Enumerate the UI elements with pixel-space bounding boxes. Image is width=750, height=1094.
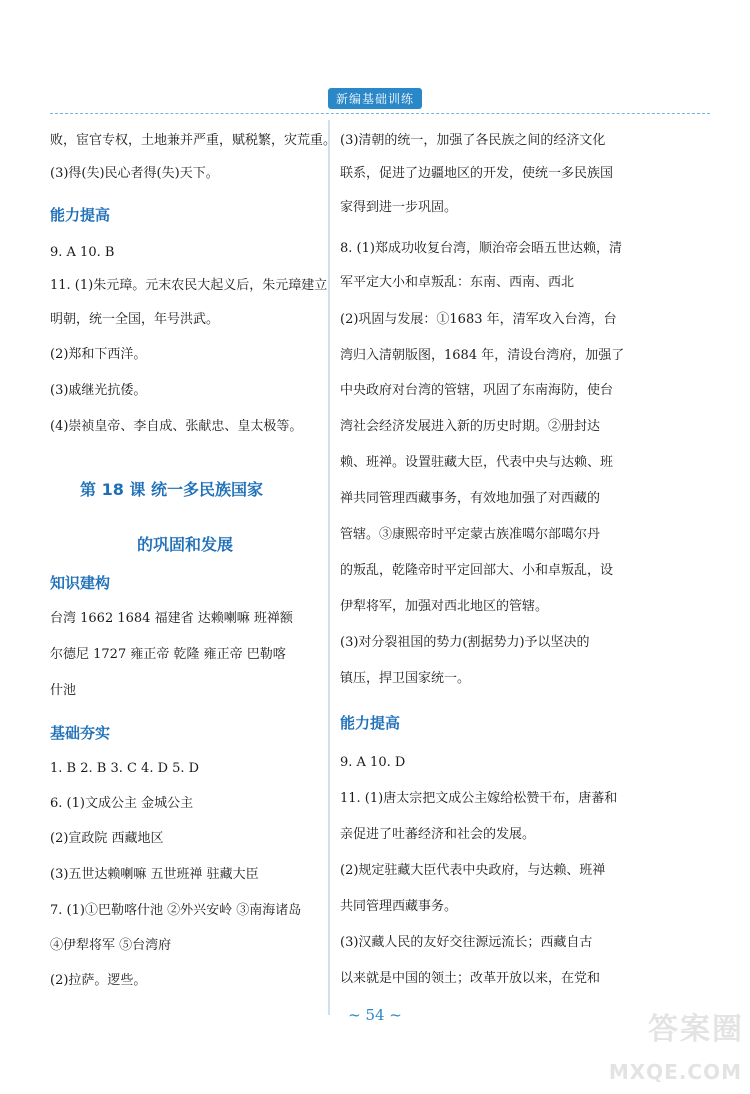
answer-text-line: (2)拉萨。逻些。 [50, 973, 147, 988]
column-divider [328, 120, 330, 1015]
answer-text-line: 什池 [50, 683, 77, 698]
section-heading-knowledge: 知识建构 [50, 574, 111, 592]
section-heading-ability: 能力提高 [50, 206, 111, 224]
answer-text-line: 镇压，捍卫国家统一。 [340, 671, 471, 686]
site-watermark [584, 1004, 744, 1084]
answer-choices: 9. A 10. D [340, 755, 406, 770]
watermark-url-text: MXQE.COM [608, 1060, 742, 1084]
answer-text-line: 败，宦官专权，土地兼并严重，赋税繁，灾荒重。 [50, 133, 337, 148]
answer-text-line: 明朝，统一全国，年号洪武。 [50, 312, 220, 327]
section-heading-ability: 能力提高 [340, 714, 401, 732]
watermark-logo-text: 答案圈 [648, 1012, 744, 1047]
answer-text-line: (2)郑和下西洋。 [50, 347, 147, 362]
answer-text-line: (3)汉藏人民的友好交往源远流长；西藏自古 [340, 935, 593, 950]
answer-text-line: ④伊犁将军 ⑤台湾府 [50, 938, 172, 953]
answer-text-line: 台湾 1662 1684 福建省 达赖喇嘛 班禅额 [50, 611, 293, 626]
lesson-title-continued: 的巩固和发展 [137, 535, 234, 554]
answer-text-line: (3)五世达赖喇嘛 五世班禅 驻藏大臣 [50, 867, 259, 882]
answer-choices: 1. B 2. B 3. C 4. D 5. D [50, 761, 200, 776]
lesson-title: 第 18 课 统一多民族国家 [80, 480, 263, 499]
page-header [0, 88, 750, 109]
answer-text-line: 中央政府对台湾的管辖，巩固了东南海防，使台 [340, 383, 614, 398]
answer-text-line: 11. (1)朱元璋。元末农民大起义后，朱元璋建立 [50, 278, 328, 293]
answer-text-line: 7. (1)①巴勒喀什池 ②外兴安岭 ③南海诸岛 [50, 903, 302, 918]
answer-text-line: (2)宣政院 西藏地区 [50, 831, 164, 846]
answer-text-line: 共同管理西藏事务。 [340, 899, 458, 914]
answer-text-line: 8. (1)郑成功收复台湾，顺治帝会晤五世达赖，清 [340, 241, 622, 256]
header-divider [50, 113, 710, 114]
answer-text-line: (3)清朝的统一，加强了各民族之间的经济文化 [340, 133, 606, 148]
answer-text-line: 禅共同管理西藏事务，有效地加强了对西藏的 [340, 491, 601, 506]
answer-text-line: 湾归入清朝版图，1684 年，清设台湾府，加强了 [340, 348, 625, 363]
answer-text-line: 亲促进了吐蕃经济和社会的发展。 [340, 827, 536, 842]
answer-text-line: (3)对分裂祖国的势力(割据势力)予以坚决的 [340, 635, 590, 650]
answer-text-line: 家得到进一步巩固。 [340, 200, 458, 215]
answer-text-line: 尔德尼 1727 雍正帝 乾隆 雍正帝 巴勒喀 [50, 647, 286, 662]
answer-text-line: 6. (1)文成公主 金城公主 [50, 796, 194, 811]
answer-text-line: 11. (1)唐太宗把文成公主嫁给松赞干布，唐蕃和 [340, 791, 618, 806]
answer-text-line: (3)戚继光抗倭。 [50, 383, 147, 398]
page-number: ~ 54 ~ [348, 1006, 402, 1024]
answer-text-line: 伊犁将军，加强对西北地区的管辖。 [340, 599, 549, 614]
answer-text-line: 军平定大小和卓叛乱：东南、西南、西北 [340, 275, 575, 290]
answer-text-line: (3)得(失)民心者得(失)天下。 [50, 166, 219, 181]
answer-text-line: 赖、班禅。设置驻藏大臣，代表中央与达赖、班 [340, 455, 614, 470]
answer-text-line: 的叛乱，乾隆帝时平定回部大、小和卓叛乱，设 [340, 563, 614, 578]
section-heading-basic: 基础夯实 [50, 724, 111, 742]
answer-text-line: 管辖。③康熙帝时平定蒙古族准噶尔部噶尔丹 [340, 527, 601, 542]
answer-text-line: 湾社会经济发展进入新的历史时期。②册封达 [340, 419, 601, 434]
series-badge: 新编基础训练 [328, 88, 422, 109]
answer-text-line: (2)巩固与发展：①1683 年，清军攻入台湾，台 [340, 312, 617, 327]
answer-text-line: (4)崇祯皇帝、李自成、张献忠、皇太极等。 [50, 419, 303, 434]
answer-text-line: 联系，促进了边疆地区的开发，使统一多民族国 [340, 166, 614, 181]
answer-choices: 9. A 10. B [50, 245, 115, 260]
answer-text-line: (2)规定驻藏大臣代表中央政府，与达赖、班禅 [340, 863, 606, 878]
answer-text-line: 以来就是中国的领土；改革开放以来，在党和 [340, 971, 601, 986]
